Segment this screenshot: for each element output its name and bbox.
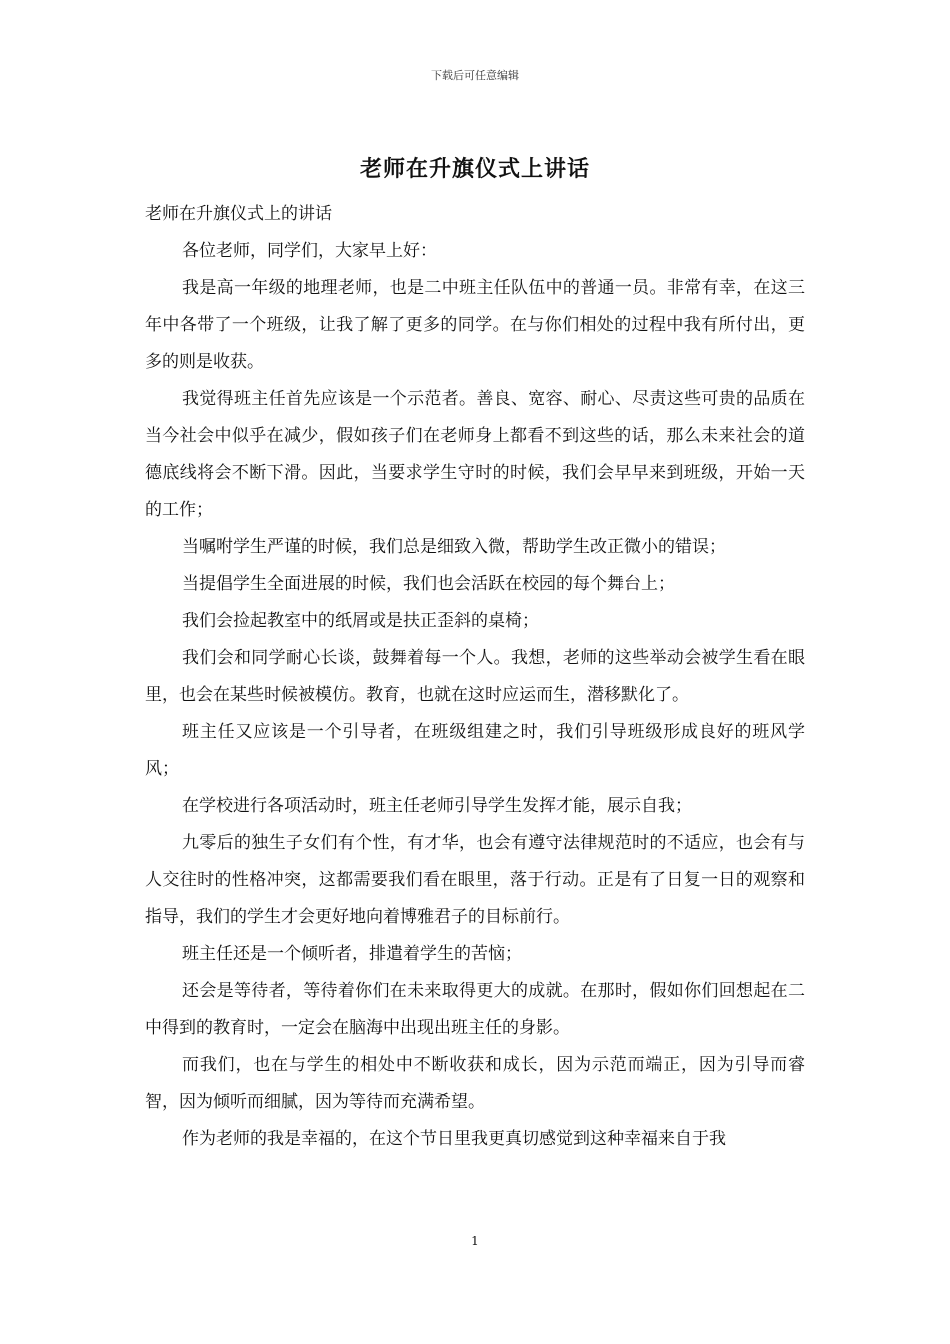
paragraph: 当嘱咐学生严谨的时候，我们总是细致入微，帮助学生改正微小的错误；	[182, 537, 726, 557]
paragraph: 班主任还是一个倾听者，排遣着学生的苦恼；	[182, 944, 522, 964]
paragraph: 班主任又应该是一个引导者，在班级组建之时，我们引导班级形成良好的班风学风；	[145, 722, 805, 779]
page-number: 1	[471, 1234, 479, 1248]
paragraph: 我们会和同学耐心长谈，鼓舞着每一个人。我想，老师的这些举动会被学生看在眼里，也会在某些时候被模仿。教育，也就在这时应运而生，潜移默化了。	[145, 648, 805, 705]
paragraph: 九零后的独生子女们有个性，有才华，也会有遵守法律规范时的不适应，也会有与人交往时的性格冲突，这都需要我们看在眼里，落于行动。正是有了日复一日的观察和指导，我们的学生才会更好地向着博雅君子的目标前行。	[145, 833, 805, 927]
paragraph: 当提倡学生全面进展的时候，我们也会活跃在校园的每个舞台上；	[182, 574, 675, 594]
paragraph: 还会是等待者，等待着你们在未来取得更大的成就。在那时，假如你们回想起在二中得到的教育时，一定会在脑海中出现出班主任的身影。	[145, 981, 805, 1038]
document-subtitle: 老师在升旗仪式上的讲话	[145, 204, 332, 224]
paragraph: 我们会捡起教室中的纸屑或是扶正歪斜的桌椅；	[182, 611, 539, 631]
paragraph: 作为老师的我是幸福的，在这个节日里我更真切感觉到这种幸福来自于我	[182, 1129, 726, 1149]
document-body	[145, 196, 805, 1158]
paragraph: 我觉得班主任首先应该是一个示范者。善良、宽容、耐心、尽责这些可贵的品质在当今社会中似乎在减少，假如孩子们在老师身上都看不到这些的话，那么未来社会的道德底线将会不断下滑。因此，当要求学生守时的时候，我们会早早来到班级，开始一天的工作；	[145, 389, 805, 520]
paragraph: 我是高一年级的地理老师，也是二中班主任队伍中的普通一员。非常有幸，在这三年中各带了一个班级，让我了解了更多的同学。在与你们相处的过程中我有所付出，更多的则是收获。	[145, 278, 805, 372]
paragraph: 而我们，也在与学生的相处中不断收获和成长，因为示范而端正，因为引导而睿智，因为倾听而细腻，因为等待而充满希望。	[145, 1055, 805, 1112]
page-header: 下载后可任意编辑	[431, 69, 519, 82]
paragraph: 在学校进行各项活动时，班主任老师引导学生发挥才能，展示自我；	[182, 796, 692, 816]
paragraph: 各位老师，同学们，大家早上好：	[182, 241, 437, 261]
document-title: 老师在升旗仪式上讲话	[359, 156, 590, 182]
